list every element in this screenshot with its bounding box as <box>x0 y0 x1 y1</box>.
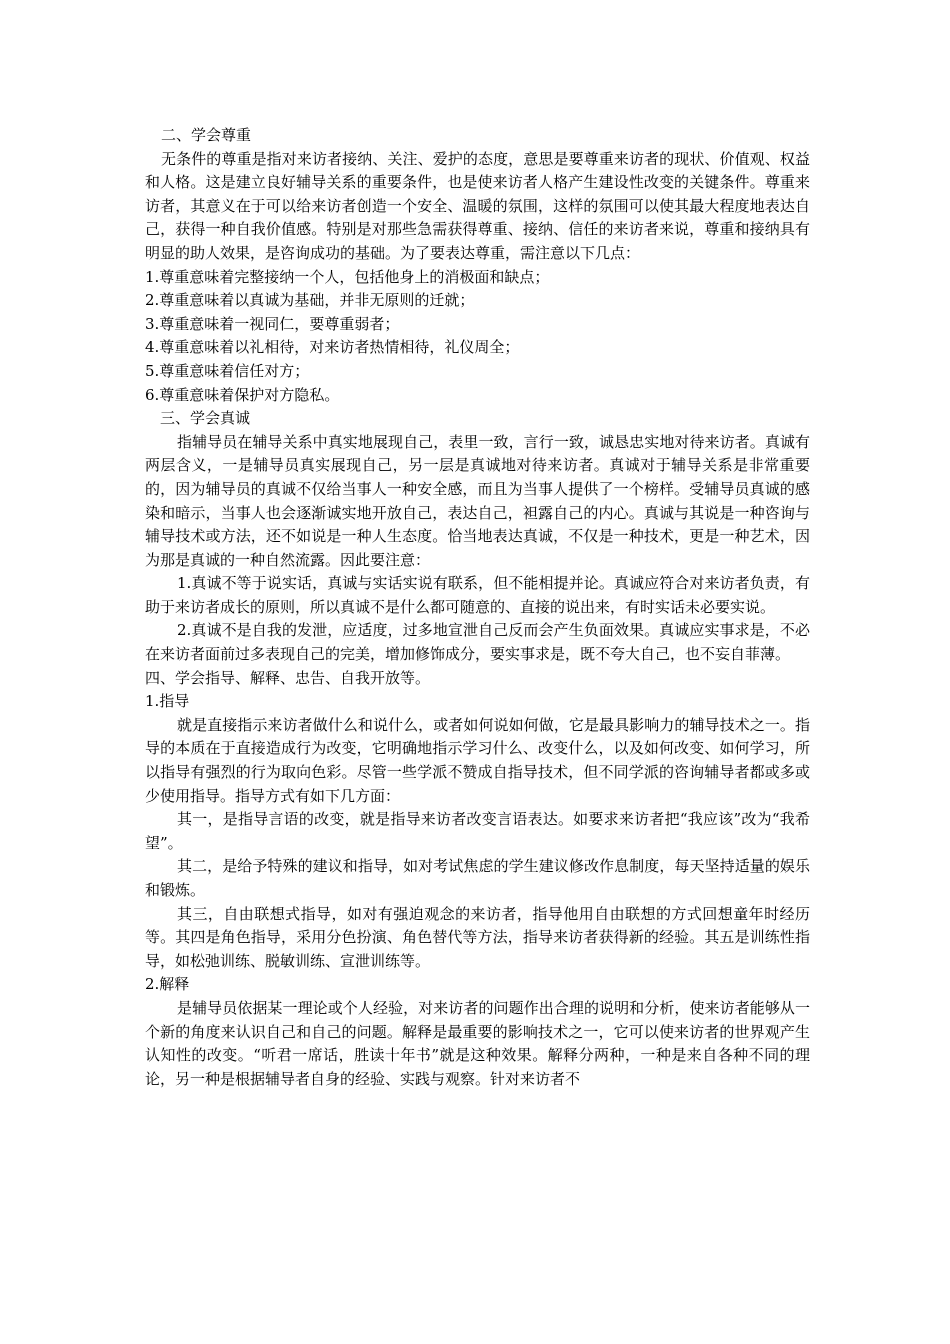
subsection-title-explanation: 2.解释 <box>145 975 190 994</box>
list-item: 4.尊重意味着以礼相待，对来访者热情相待，礼仪周全； <box>145 338 520 357</box>
paragraph-sincerity-point-1: 1.真诚不等于说实话，真诚与实话实说有联系，但不能相提并论。真诚应符合对来访者负责，有助于来访者成长的原则，所以真诚不是什么都可随意的、直接的说出来，有时实话未必要实说。 <box>145 574 810 616</box>
list-item: 1.尊重意味着完整接纳一个人，包括他身上的消极面和缺点； <box>145 267 550 286</box>
paragraph-sincerity-point-2: 2.真诚不是自我的发泄，应适度，过多地宣泄自己反而会产生负面效果。真诚应实事求是，不必在来访者面前过多表现自己的完美，增加修饰成分，要实事求是，既不夸大自己，也不妄自菲薄。 <box>145 621 810 664</box>
list-item: 3.尊重意味着一视同仁，要尊重弱者； <box>145 314 400 333</box>
paragraph-respect-intro: 无条件的尊重是指对来访者接纳、关注、爱护的态度，意思是要尊重来访者的现状、价值观、权益和人格。这是建立良好辅导关系的重要条件，也是使来访者人格产生建设性改变的关键条件。尊重来访者，其意义在于可以给来访者创造一个安全、温暖的氛围，这样的氛围可以使其最大程度地表达自己，获得一种自我价值感。特别是对那些急需获得尊重、接纳、信任的来访者来说，尊重和接纳具有明显的助人效果，是咨询成功的基础。为了要表达尊重，需注意以下几点： <box>145 149 810 262</box>
subsection-title-guidance: 1.指导 <box>145 692 190 711</box>
paragraph-explanation-intro: 是辅导员依据某一理论或个人经验，对来访者的问题作出合理的说明和分析，使来访者能够从一个新的角度来认识自己和自己的问题。解释是最重要的影响技术之一，它可以使来访者的世界观产生认知性的改变。“听君一席话，胜读十年书”就是这种效果。解释分两种，一种是来自各种不同的理论，另一种是根据辅导者自身的经验、实践与观察。针对来访者不 <box>145 998 810 1088</box>
section-heading-sincerity: 三、学会真诚 <box>160 409 251 428</box>
list-item: 5.尊重意味着信任对方； <box>145 361 310 380</box>
paragraph-guidance-3: 其三，自由联想式指导，如对有强迫观念的来访者，指导他用自由联想的方式回想童年时经历等。其四是角色指导，采用分色扮演、角色替代等方法，指导来访者获得新的经验。其五是训练性指导，如松弛训练、脱敏训练、宣泄训练等。 <box>145 904 810 970</box>
paragraph-sincerity-intro: 指辅导员在辅导关系中真实地展现自己，表里一致，言行一致，诚恳忠实地对待来访者。真诚有两层含义，一是辅导员真实展现自己，另一层是真诚地对待来访者。真诚对于辅导关系是非常重要的，因为辅导员的真诚不仅给当事人一种安全感，而且为当事人提供了一个榜样。受辅导员真诚的感染和暗示，当事人也会逐渐诚实地开放自己，表达自己，袒露自己的内心。真诚与其说是一种咨询与辅导技术或方法，还不如说是一种人生态度。恰当地表达真诚，不仅是一种技术，更是一种艺术，因为那是真诚的一种自然流露。因此要注意： <box>145 432 810 569</box>
paragraph-guidance-2: 其二，是给予特殊的建议和指导，如对考试焦虑的学生建议修改作息制度，每天坚持适量的娱乐和锻炼。 <box>145 857 810 899</box>
document-page <box>145 124 810 1091</box>
section-heading-respect: 二、学会尊重 <box>161 126 252 144</box>
paragraph-guidance-1: 其一，是指导言语的改变，就是指导来访者改变言语表达。如要求来访者把“我应该”改为“我希望”。 <box>145 810 810 852</box>
paragraph-guidance-intro: 就是直接指示来访者做什么和说什么，或者如何说如何做，它是最具影响力的辅导技术之一。指导的本质在于直接造成行为改变，它明确地指示学习什么、改变什么，以及如何改变、如何学习，所以指导有强烈的行为取向色彩。尽管一些学派不赞成自指导技术，但不同学派的咨询辅导者都或多或少使用指导。指导方式有如下几方面： <box>145 715 810 805</box>
list-item: 6.尊重意味着保护对方隐私。 <box>145 385 340 404</box>
list-item: 2.尊重意味着以真诚为基础，并非无原则的迁就； <box>145 291 475 310</box>
section-heading-guidance: 四、学会指导、解释、忠告、自我开放等。 <box>145 668 431 687</box>
